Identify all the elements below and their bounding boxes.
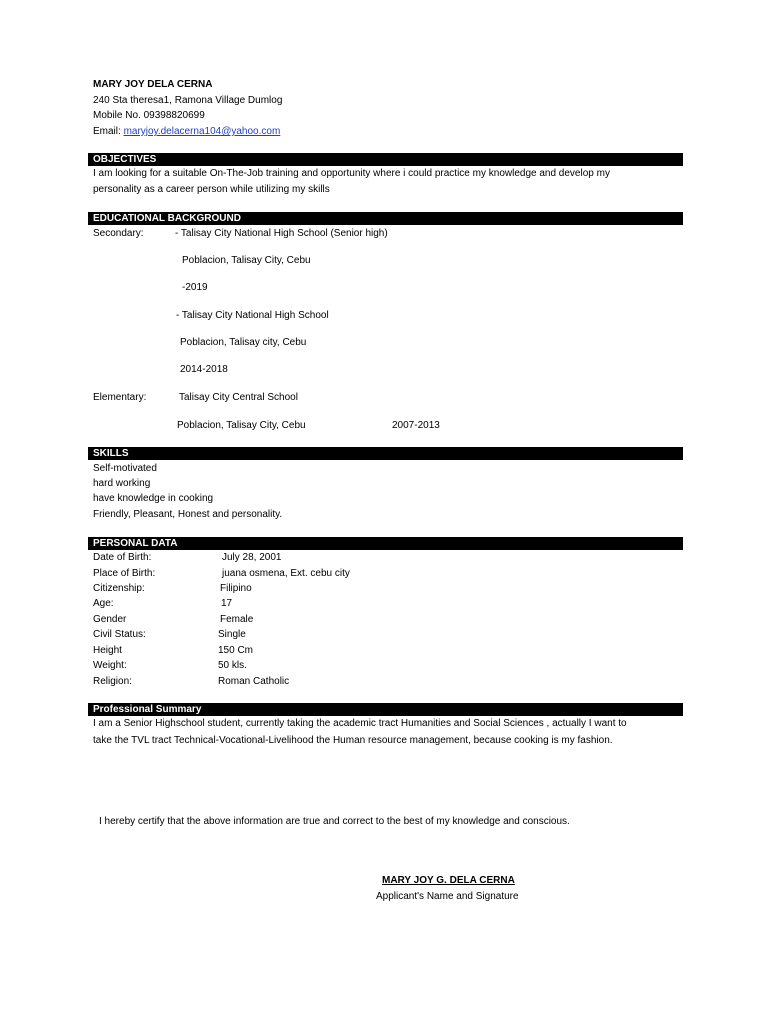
elementary-years: 2007-2013: [392, 420, 440, 431]
summary-text-line-1: I am a Senior Highschool student, currently taking the academic tract Humanities and Social Sciences , actually I want to: [93, 718, 627, 729]
personal-value-civil-status: Single: [218, 629, 246, 640]
section-title: EDUCATIONAL BACKGROUND: [93, 213, 241, 224]
email-line: [93, 126, 280, 138]
signature-caption: Applicant's Name and Signature: [376, 891, 519, 902]
skill-item: have knowledge in cooking: [93, 493, 214, 504]
personal-value-height: 150 Cm: [218, 645, 254, 656]
address-line: 240 Sta theresa1, Ramona Village Dumlog: [93, 95, 283, 106]
section-header-personal-data: [88, 537, 683, 550]
email-label: Email:: [93, 126, 124, 137]
secondary-label: Secondary:: [93, 228, 144, 239]
section-header-objectives: [88, 153, 683, 166]
section-title: SKILLS: [93, 448, 129, 459]
personal-value-age: 17: [221, 598, 233, 609]
elementary-label: Elementary:: [93, 392, 147, 403]
personal-label-height: Height: [93, 645, 122, 656]
section-header-professional-summary: [88, 703, 683, 716]
section-title: Professional Summary: [93, 704, 202, 715]
mobile-line: Mobile No. 09398820699: [93, 110, 205, 121]
secondary-address-2: Poblacion, Talisay city, Cebu: [180, 337, 307, 348]
personal-label-age: Age:: [93, 598, 114, 609]
personal-label-weight: Weight:: [93, 660, 127, 671]
personal-label-citizenship: Citizenship:: [93, 583, 145, 594]
applicant-name: MARY JOY DELA CERNA: [93, 79, 213, 90]
secondary-year-1: -2019: [182, 282, 208, 293]
skill-item: Friendly, Pleasant, Honest and personality.: [93, 509, 283, 520]
personal-value-citizenship: Filipino: [220, 583, 252, 594]
summary-text-line-2: take the TVL tract Technical-Vocational-Livelihood the Human resource management, because cooking is my fashion.: [93, 735, 613, 746]
signature-name: MARY JOY G. DELA CERNA: [382, 875, 515, 886]
skill-item: hard working: [93, 478, 151, 489]
secondary-year-2: 2014-2018: [180, 364, 228, 375]
personal-label-religion: Religion:: [93, 676, 132, 687]
email-link[interactable]: maryjoy.delacerna104@yahoo.com: [123, 126, 281, 137]
personal-value-dob: July 28, 2001: [222, 552, 282, 563]
elementary-address: Poblacion, Talisay City, Cebu: [177, 420, 306, 431]
personal-label-dob: Date of Birth:: [93, 552, 152, 563]
section-header-education: [88, 212, 683, 225]
section-title: PERSONAL DATA: [93, 538, 178, 549]
section-title: OBJECTIVES: [93, 154, 157, 165]
objective-text-line-1: I am looking for a suitable On-The-Job training and opportunity where i could practice my knowledge and develop my: [93, 168, 610, 179]
personal-value-weight: 50 kls.: [218, 660, 247, 671]
personal-value-pob: juana osmena, Ext. cebu city: [222, 568, 350, 579]
objective-text-line-2: personality as a career person while utilizing my skills: [93, 184, 330, 195]
skill-item: Self-motivated: [93, 463, 157, 474]
section-header-skills: [88, 447, 683, 460]
personal-label-gender: Gender: [93, 614, 127, 625]
secondary-school-1: - Talisay City National High School (Senior high): [175, 228, 388, 239]
personal-label-pob: Place of Birth:: [93, 568, 156, 579]
personal-value-gender: Female: [220, 614, 254, 625]
elementary-school: Talisay City Central School: [179, 392, 298, 403]
secondary-address-1: Poblacion, Talisay City, Cebu: [182, 255, 311, 266]
personal-label-civil-status: Civil Status:: [93, 629, 146, 640]
personal-value-religion: Roman Catholic: [218, 676, 290, 687]
secondary-school-2: - Talisay City National High School: [176, 310, 329, 321]
certification-statement: I hereby certify that the above information are true and correct to the best of my knowledge and conscious.: [99, 816, 570, 827]
